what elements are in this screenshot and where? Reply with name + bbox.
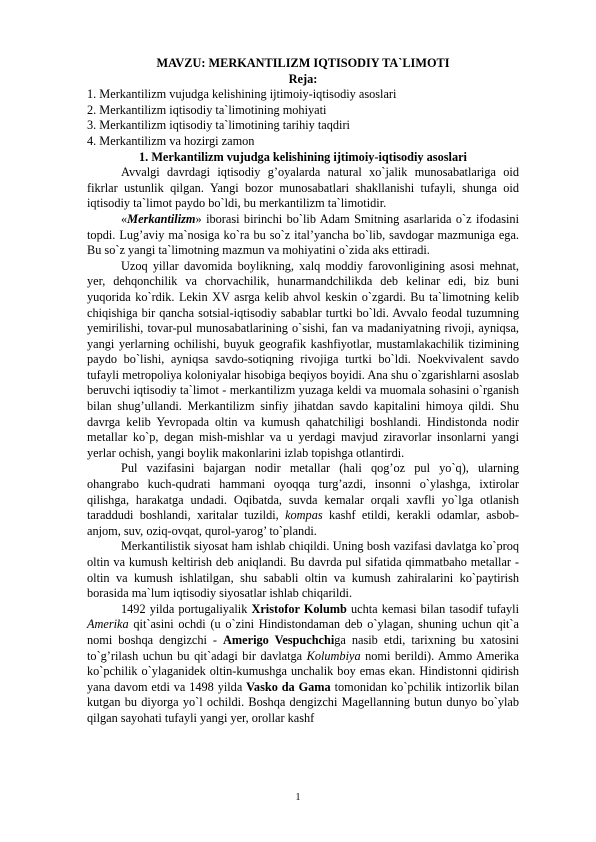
name-vasko-da-gama: Vasko da Gama [246, 679, 331, 694]
paragraph: Avvalgi davrdagi iqtisodiy g’oyalarda natural xo`jalik munosabatlariga oid fikrlar ustunlik qilgan. Yangi bozor munosabatlari shakllanishi tufayli, shunga oid iqtisodiy ta`limot paydo bo`ldi, bu merkantilizm ta`limotidir. [87, 165, 519, 211]
section-heading: 1. Merkantilizm vujudga kelishining ijtimoiy-iqtisodiy asoslari [139, 149, 467, 164]
name-vespuchchi: Amerigo Vespuchchi [223, 632, 335, 647]
term-amerika: Amerika [87, 617, 129, 632]
paragraph-text: uchta kemasi bilan tasodif tufayli [346, 601, 519, 616]
paragraph: Merkantilistik siyosat ham ishlab chiqildi. Uning bosh vazifasi davlatga ko`proq oltin va kumush keltirish deb aniqlandi. Bu davrda pul sifatida qimmatbaho metallar - oltin va kumush ishlatilgan, shu sababli oltin va kumush zahiralarini ko`paytirish borasida ma`lum iqtisodiy siyosatlar ishlab chiqarildi. [87, 539, 519, 601]
paragraph [87, 461, 519, 539]
paragraph-text: nomi berildi). Ammo Amerika ko`pchilik o`ylaganidek oltin-kumushga unchalik boy emas ekan. Hindistonni qidirish yana davom etdi va 1498 yilda [87, 648, 519, 694]
name-kolumb: Xristofor Kolumb [251, 601, 347, 616]
paragraph [87, 212, 519, 259]
paragraph-text: ga nasib etdi, tarixning bu xatosini to`g’rilash uchun bu qit`adagi bir davlatga [87, 632, 519, 663]
paragraph-text: qit`asini ochdi (u o`zini Hindistondaman deb o`ylagan, shuning uchun qit`a nomi boshqa dengizchi - [87, 617, 519, 647]
term-merkantilizm: Merkantilizm [127, 211, 196, 226]
term-kolumbiya: Kolumbiya [306, 648, 361, 663]
plan-item: 2. Merkantilizm iqtisodiy ta`limotining mohiyati [87, 102, 327, 117]
document-title: MAVZU: MERKANTILIZM IQTISODIY TA`LIMOTI [156, 56, 450, 70]
quote-close: » [195, 211, 202, 226]
paragraph-text: kashf etildi, kerakli odamlar, asbob-anjom, suv, oziq-ovqat, qurol-yarog’ to`plandi. [87, 508, 519, 538]
paragraph-text: Pul vazifasini bajargan nodir metallar (hali qog’oz pul yo`q), ularning ohangrabo kuch-qudrati hammani oyoqqa turg’azdi, insonni o`ylashga, ixtirolar qilishga, harakatga undadi. Oqibatda, suvda kemalar orqali xavfli yo`lga otlanish taraddudi boshlandi, xaritalar tuzildi, [87, 461, 519, 523]
paragraph: Uzoq yillar davomida boylikning, xalq moddiy farovonligining asosi mehnat, yer, dehqonchilik va chorvachilik, hunarmandchilikda deb kelinar edi, biz buni yuqorida ko`rdik. Lekin XV asrga kelib ahvol keskin o`zgardi. Bu ta`limotning kelib chiqishiga bir qancha sotsial-iqtisodiy sabablar turtki bo`ldi. Avvalo feodal tuzumning yemirilishi, tovar-pul munosabatlarining o`sishi, fan va madaniyatning rivoji, ayniqsa, yangi yerlarning ochilishi, buyuk geografik kashfiyotlar, mustamlakachilik tizimining paydo bo`lishi, ayniqsa savdo-sotiqning rivojiga turtki bo`ldi. Noekvivalent savdo tufayli metropoliya koloniyalar hisobiga beqiyos boyidi. Ana shu o`zgarishlarni asoslab beruvchi iqtisodiy ta`limot - merkantilizm yuzaga keldi va muomala sohasini o`rganish bilan shug’ullandi. Merkantilizm sinfiy jihatdan savdo kapitalini himoya qildi. Shu davrga kelib Yevropada oltin va kumush qahatchiligi boshlandi. Hindistonda nodir metallar ko`p, degan mish-mishlar va u yerdagi mavjud ziravorlar insonlarni yangi yerlar ochish, yangi boylik makonlarini izlab topishga otlantirdi. [87, 258, 519, 460]
plan-item: 1. Merkantilizm vujudga kelishining ijtimoiy-iqtisodiy asoslari [87, 87, 397, 102]
paragraph-text: tomonidan ko`pchilik intizorlik bilan kutgan bu diyorga yo`l ochildi. Boshqa dengizchi Magellanning butun dunyo bo`ylab qilgan sayohati tufayli yangi yer, orollar kashf [87, 679, 519, 725]
plan-item: 4. Merkantilizm va hozirgi zamon [87, 133, 255, 148]
quote-open: « [121, 211, 128, 226]
page-number: 1 [295, 792, 301, 803]
document-page [87, 56, 519, 727]
paragraph-text: 1492 yilda portugaliyalik [121, 601, 252, 616]
plan-heading: Reja: [288, 71, 318, 86]
paragraph-text: iborasi birinchi bo`lib Adam Smitning asarlarida o`z ifodasini topdi. Lug’aviy ma`nosiga ko`ra bu so`z ital’yancha bo`lib, savdogar mazmuniga ega. Bu so`z yangi ta`limotning mazmun va mohiyatini o`zida aks ettiradi. [87, 211, 519, 258]
plan-item: 3. Merkantilizm iqtisodiy ta`limotining tarihiy taqdiri [87, 118, 350, 133]
paragraph [87, 602, 519, 727]
plan-list [87, 87, 519, 149]
term-kompas: kompas [285, 508, 323, 523]
